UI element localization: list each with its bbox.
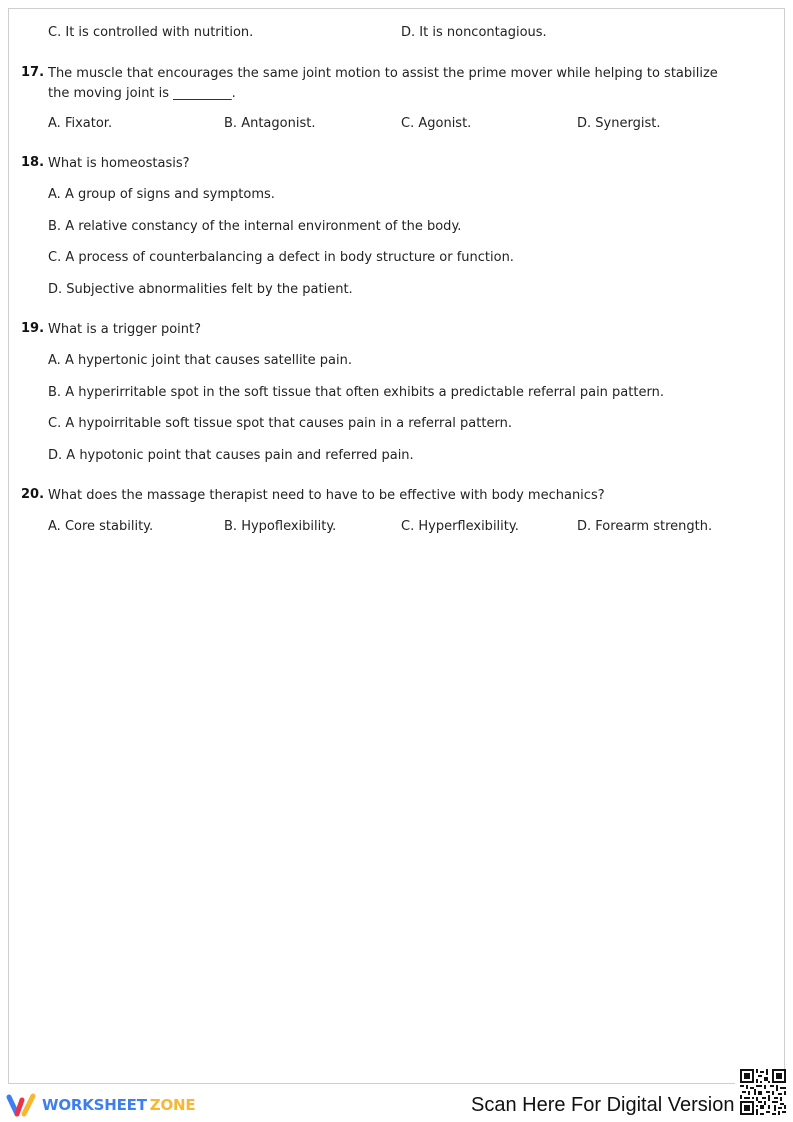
- option-d[interactable]: D. It is noncontagious.: [401, 25, 547, 40]
- option-d[interactable]: D. Subjective abnormalities felt by the patient.: [48, 282, 353, 297]
- option-b[interactable]: B. A hyperirritable spot in the soft tissue that often exhibits a predictable referral pain pattern.: [48, 385, 664, 400]
- option-d[interactable]: D. Synergist.: [577, 116, 661, 131]
- option-b[interactable]: B. A relative constancy of the internal environment of the body.: [48, 219, 462, 234]
- option-c[interactable]: C. A process of counterbalancing a defect in body structure or function.: [48, 250, 514, 265]
- qr-code-icon[interactable]: [740, 1069, 786, 1115]
- option-a[interactable]: A. Core stability.: [48, 519, 154, 534]
- option-d[interactable]: D. Forearm strength.: [577, 519, 713, 534]
- worksheetzone-logo[interactable]: [6, 1092, 195, 1118]
- question-text: What does the massage therapist need to have to be effective with body mechanics?: [48, 488, 605, 503]
- option-b[interactable]: B. Antagonist.: [224, 116, 316, 131]
- option-c[interactable]: C. Hyperflexibility.: [401, 519, 519, 534]
- option-c[interactable]: C. It is controlled with nutrition.: [48, 25, 254, 40]
- question-text: What is a trigger point?: [48, 322, 201, 337]
- question-number: 19.: [21, 321, 45, 336]
- option-c[interactable]: C. Agonist.: [401, 116, 472, 131]
- option-a[interactable]: A. A hypertonic joint that causes satellite pain.: [48, 353, 352, 368]
- frame-divider: [8, 1083, 735, 1084]
- scan-label: Scan Here For Digital Version: [471, 1094, 735, 1116]
- question-number: 17.: [21, 65, 45, 80]
- brand-name-primary: WORKSHEET: [42, 1096, 147, 1114]
- question-number: 20.: [21, 487, 45, 502]
- option-d[interactable]: D. A hypotonic point that causes pain and referred pain.: [48, 448, 414, 463]
- question-text: What is homeostasis?: [48, 156, 190, 171]
- option-a[interactable]: A. Fixator.: [48, 116, 113, 131]
- option-a[interactable]: A. A group of signs and symptoms.: [48, 187, 275, 202]
- option-c[interactable]: C. A hypoirritable soft tissue spot that causes pain in a referral pattern.: [48, 416, 512, 431]
- worksheetzone-logo-icon: [6, 1092, 38, 1118]
- question-text: The muscle that encourages the same joint motion to assist the prime mover while helping to stabilize the moving joint is _________.: [48, 66, 718, 101]
- brand-name-secondary: ZONE: [149, 1096, 196, 1114]
- question-number: 18.: [21, 155, 45, 170]
- option-b[interactable]: B. Hypoflexibility.: [224, 519, 337, 534]
